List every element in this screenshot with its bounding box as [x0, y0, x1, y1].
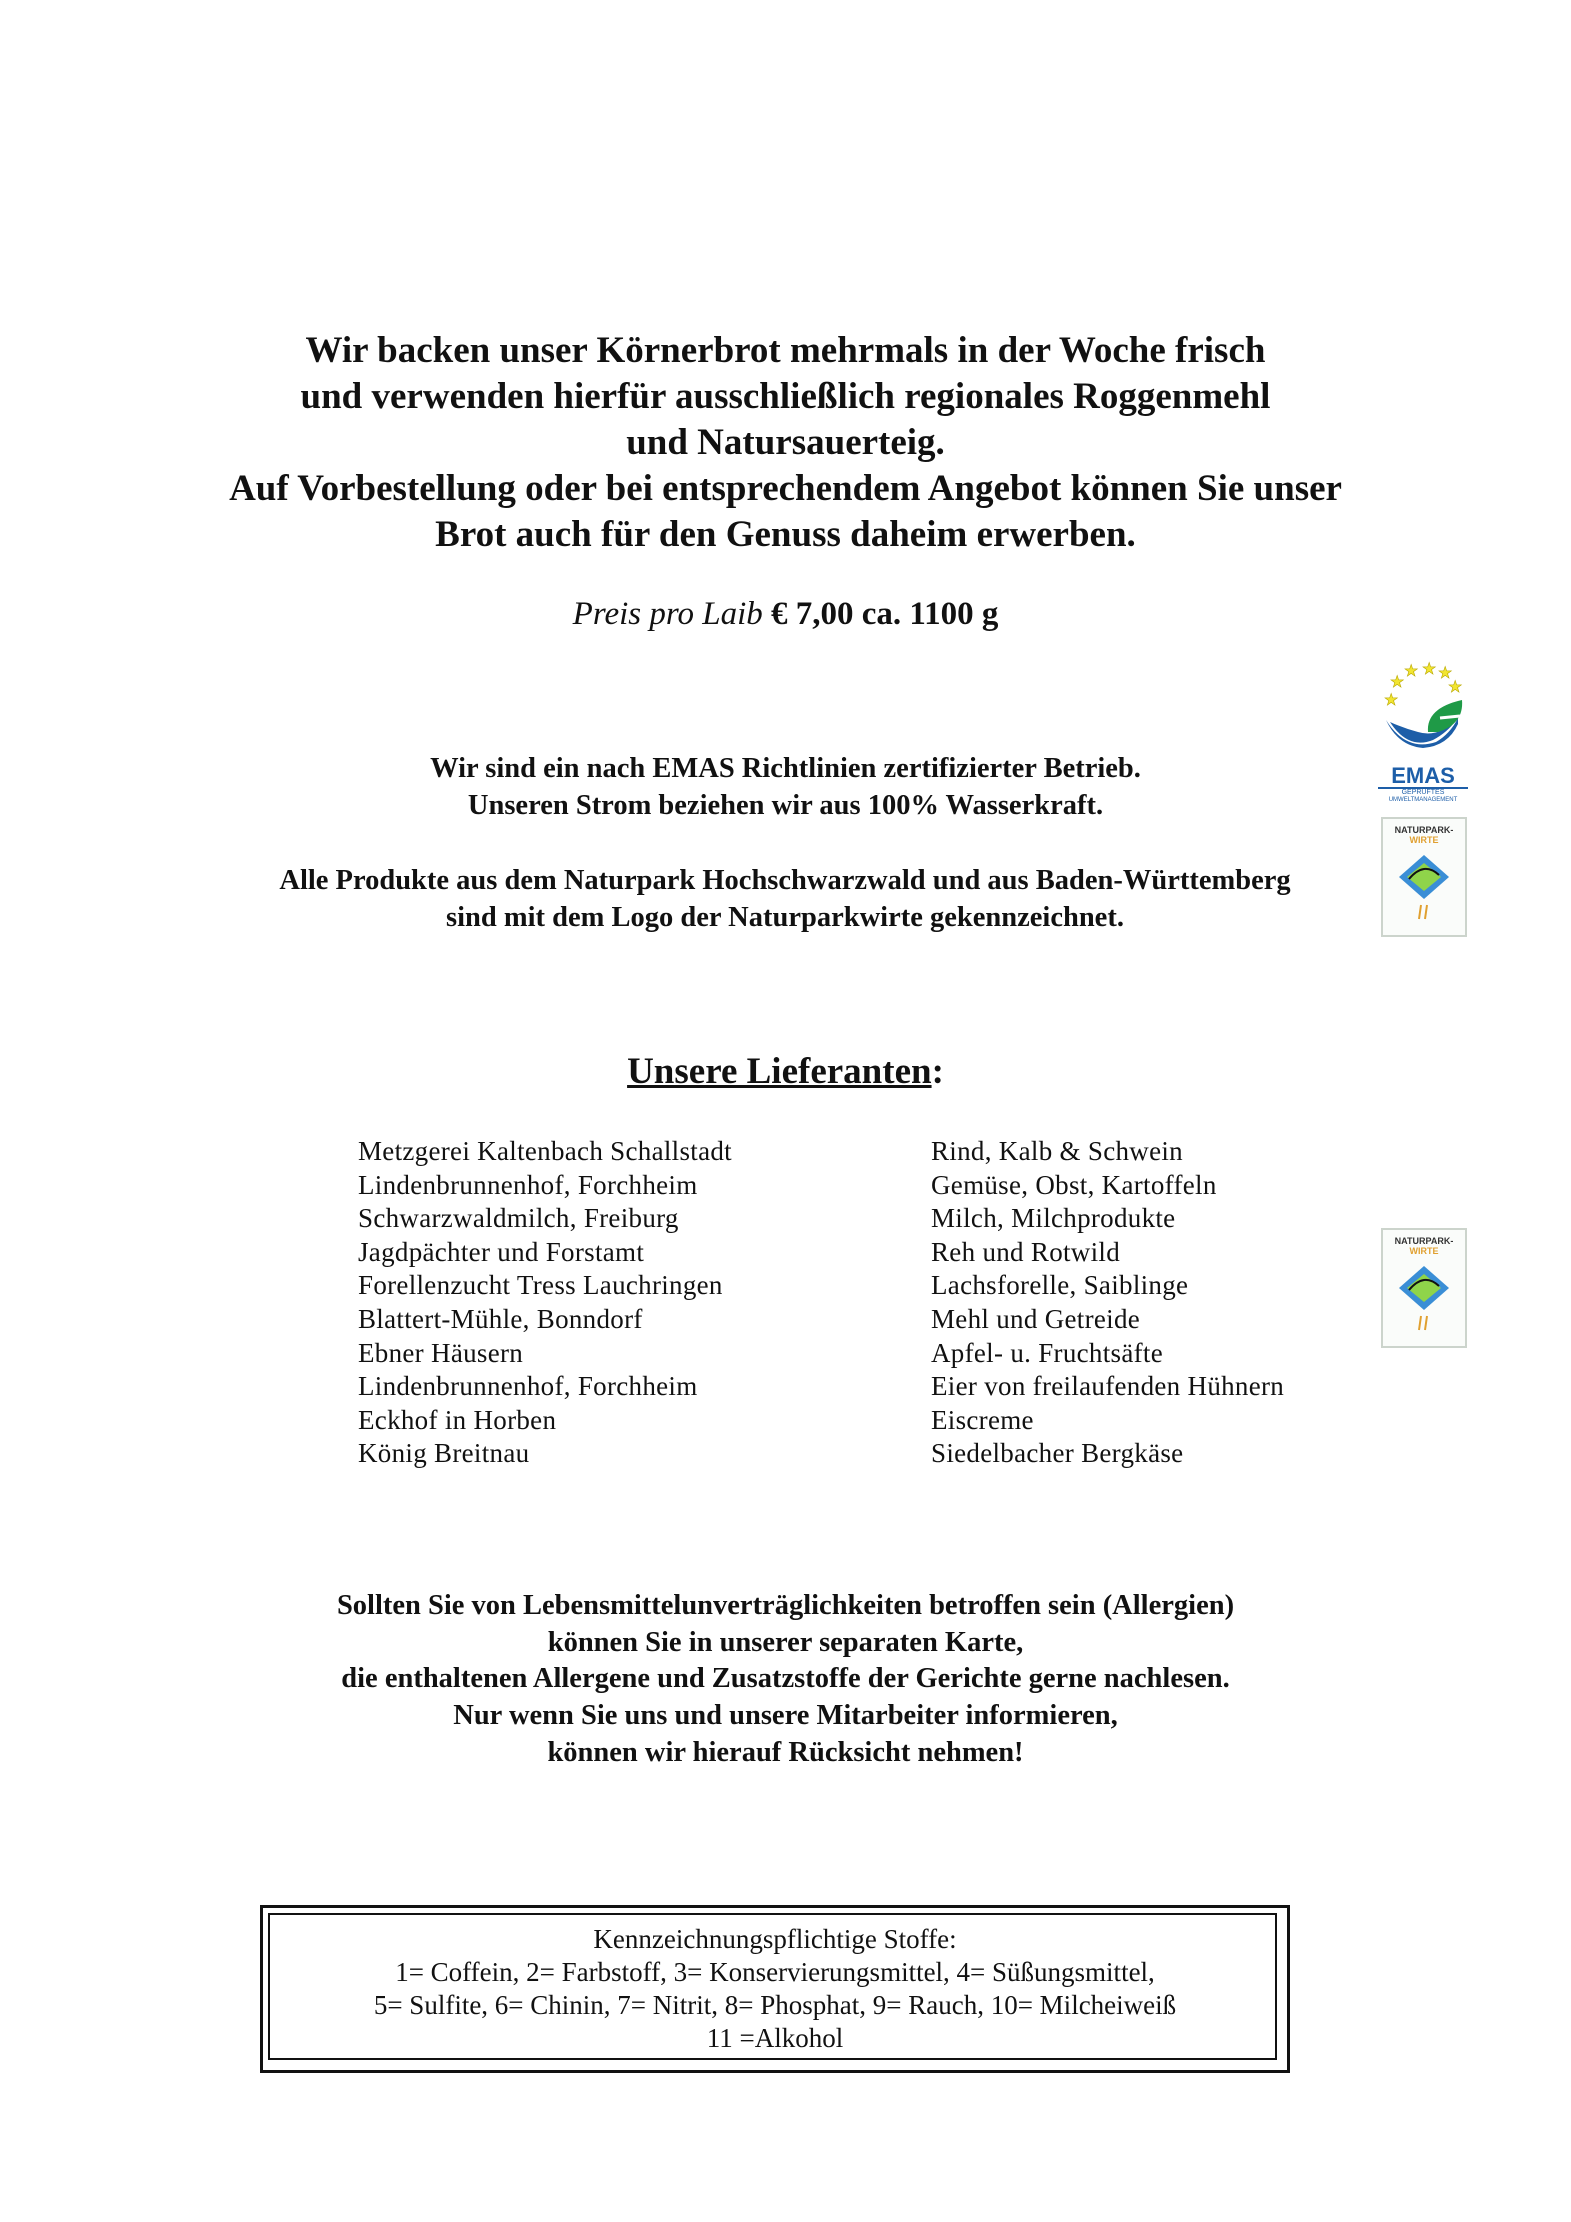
emas-line: Wir sind ein nach EMAS Richtlinien zertifizierter Betrieb.	[430, 753, 1141, 784]
intro-text	[100, 328, 1471, 558]
supplier-product: Rind, Kalb & Schwein	[931, 1136, 1183, 1166]
supplier-product: Gemüse, Obst, Kartoffeln	[931, 1169, 1217, 1200]
svg-text:★: ★	[1390, 674, 1405, 691]
emas-text	[0, 750, 1571, 824]
supplier-products	[931, 1135, 1284, 1471]
naturpark-text	[40, 862, 1530, 936]
additives-text	[263, 1923, 1287, 2055]
intro-line: Wir backen unser Körnerbrot mehrmals in der Woche frisch	[305, 330, 1266, 371]
additives-box	[260, 1905, 1290, 2073]
supplier-name: Ebner Häusern	[358, 1337, 524, 1368]
suppliers-title	[0, 1050, 1571, 1093]
allergy-line: können Sie in unserer separaten Karte,	[547, 1626, 1024, 1658]
emas-logo-sub: UMWELTMANAGEMENT	[1388, 797, 1458, 803]
emas-emblem-icon	[1378, 660, 1468, 760]
logo-text: WIRTE	[1409, 1246, 1439, 1256]
allergy-line: Nur wenn Sie uns und unsere Mitarbeiter informieren,	[453, 1700, 1118, 1732]
logo-text: NATURPARK-	[1394, 825, 1454, 835]
supplier-name: Lindenbrunnenhof, Forchheim	[358, 1169, 698, 1200]
allergy-line: Sollten Sie von Lebensmittelunverträglichkeiten betroffen sein (Allergien)	[336, 1590, 1235, 1621]
supplier-product: Siedelbacher Bergkäse	[931, 1438, 1184, 1469]
suppliers-title-text: Unsere Lieferanten	[627, 1051, 932, 1092]
supplier-name: König Breitnau	[358, 1438, 530, 1469]
supplier-name: Schwarzwaldmilch, Freiburg	[358, 1203, 679, 1234]
svg-text:★: ★	[1438, 665, 1453, 682]
supplier-product: Apfel- u. Fruchtsäfte	[931, 1337, 1163, 1368]
intro-line: und verwenden hierfür ausschließlich regionales Roggenmehl	[300, 376, 1271, 417]
supplier-name: Lindenbrunnenhof, Forchheim	[358, 1371, 698, 1402]
supplier-name: Blattert-Mühle, Bonndorf	[358, 1303, 643, 1334]
allergy-notice	[0, 1588, 1571, 1772]
naturpark-wirte-logo	[1381, 1228, 1467, 1348]
naturpark-line: Alle Produkte aus dem Naturpark Hochschwarzwald und aus Baden-Württemberg	[279, 865, 1291, 896]
allergy-line: die enthaltenen Allergene und Zusatzstoffe der Gerichte gerne nachlesen.	[341, 1663, 1230, 1695]
intro-line: Auf Vorbestellung oder bei entsprechendem Angebot können Sie unser	[229, 468, 1342, 509]
emas-logo	[1378, 660, 1468, 803]
intro-line: Brot auch für den Genuss daheim erwerben.	[435, 514, 1136, 555]
additives-line: 11 =Alkohol	[706, 2023, 844, 2053]
emas-logo-sub: GEPRÜFTES	[1401, 789, 1445, 796]
supplier-product: Milch, Milchprodukte	[931, 1203, 1176, 1234]
logo-text: NATURPARK-	[1394, 1236, 1454, 1246]
supplier-product: Reh und Rotwild	[931, 1236, 1121, 1267]
supplier-product: Lachsforelle, Saiblinge	[931, 1270, 1189, 1301]
naturpark-diamond-icon	[1383, 845, 1465, 925]
supplier-product: Eier von freilaufenden Hühnern	[931, 1371, 1285, 1402]
svg-text:★: ★	[1422, 661, 1437, 678]
naturpark-line: sind mit dem Logo der Naturparkwirte gekennzeichnet.	[446, 902, 1124, 933]
naturpark-diamond-icon	[1383, 1256, 1465, 1336]
svg-text:★: ★	[1384, 692, 1399, 709]
svg-text:★: ★	[1448, 679, 1463, 696]
price-label: Preis pro Laib	[572, 596, 763, 632]
suppliers-title-colon: :	[931, 1051, 944, 1092]
supplier-product: Eiscreme	[931, 1404, 1034, 1435]
supplier-product: Mehl und Getreide	[931, 1303, 1141, 1334]
additives-line: 1= Coffein, 2= Farbstoff, 3= Konservierungsmittel, 4= Süßungsmittel,	[395, 1957, 1155, 1987]
bread-price	[0, 596, 1571, 633]
supplier-name: Metzgerei Kaltenbach Schallstadt	[358, 1136, 732, 1166]
supplier-name: Eckhof in Horben	[358, 1404, 557, 1435]
supplier-name: Forellenzucht Tress Lauchringen	[358, 1270, 723, 1301]
additives-title: Kennzeichnungspflichtige Stoffe:	[593, 1924, 957, 1954]
price-value: € 7,00 ca. 1100 g	[771, 596, 999, 632]
naturpark-wirte-logo	[1381, 817, 1467, 937]
additives-line: 5= Sulfite, 6= Chinin, 7= Nitrit, 8= Phosphat, 9= Rauch, 10= Milcheiweiß	[373, 1990, 1177, 2020]
supplier-names	[358, 1135, 732, 1471]
svg-text:★: ★	[1404, 663, 1419, 680]
supplier-name: Jagdpächter und Forstamt	[358, 1236, 645, 1267]
logo-text: WIRTE	[1409, 835, 1439, 845]
emas-line: Unseren Strom beziehen wir aus 100% Wasserkraft.	[467, 790, 1104, 821]
allergy-line: können wir hierauf Rücksicht nehmen!	[547, 1736, 1024, 1768]
intro-line: und Natursauerteig.	[626, 422, 945, 463]
emas-logo-text: EMAS	[1378, 765, 1468, 789]
